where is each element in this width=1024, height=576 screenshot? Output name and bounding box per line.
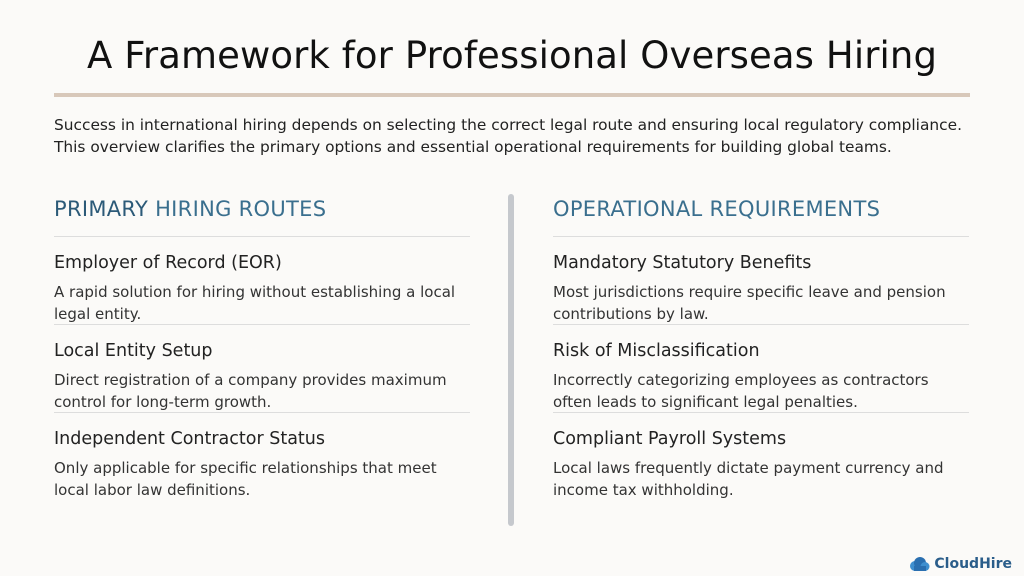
requirement-item-benefits bbox=[553, 237, 969, 325]
column-divider bbox=[508, 194, 514, 526]
cloudhire-logo bbox=[908, 556, 1012, 572]
item-description: Only applicable for specific relationships that meet local labor law definitions. bbox=[54, 459, 437, 499]
item-title: Employer of Record (EOR) bbox=[54, 253, 282, 273]
heading-primary-word: PRIMARY bbox=[54, 197, 149, 221]
hiring-routes-column bbox=[54, 194, 470, 501]
item-title: Independent Contractor Status bbox=[54, 429, 325, 449]
item-title: Local Entity Setup bbox=[54, 341, 213, 361]
route-item-eor bbox=[54, 237, 470, 325]
page-title: A Framework for Professional Overseas Hiring bbox=[86, 34, 938, 77]
intro-line-1: Success in international hiring depends on selecting the correct legal route and ensuring local regulatory compliance. bbox=[54, 116, 962, 134]
logo-text: CloudHire bbox=[934, 556, 1012, 572]
route-item-contractor bbox=[54, 413, 470, 501]
item-title: Risk of Misclassification bbox=[553, 341, 760, 361]
requirement-item-payroll bbox=[553, 413, 969, 501]
operational-requirements-heading: OPERATIONAL REQUIREMENTS bbox=[553, 194, 969, 237]
item-description: Most jurisdictions require specific leave and pension contributions by law. bbox=[553, 283, 946, 323]
item-description: Incorrectly categorizing employees as contractors often leads to significant legal penalties. bbox=[553, 371, 929, 411]
title-underline bbox=[54, 93, 970, 97]
item-description: A rapid solution for hiring without establishing a local legal entity. bbox=[54, 283, 456, 323]
operational-requirements-column bbox=[553, 194, 969, 501]
item-description: Local laws frequently dictate payment currency and income tax withholding. bbox=[553, 459, 944, 499]
intro-text bbox=[54, 114, 984, 158]
cloud-icon bbox=[908, 556, 930, 572]
intro-line-2: This overview clarifies the primary options and essential operational requirements for building global teams. bbox=[54, 138, 892, 156]
route-item-local-entity bbox=[54, 325, 470, 413]
hiring-routes-heading bbox=[54, 194, 470, 237]
heading-hiring-routes-words: HIRING ROUTES bbox=[155, 197, 327, 221]
item-title: Mandatory Statutory Benefits bbox=[553, 253, 812, 273]
item-description: Direct registration of a company provides maximum control for long-term growth. bbox=[54, 371, 447, 411]
requirement-item-misclassification bbox=[553, 325, 969, 413]
item-title: Compliant Payroll Systems bbox=[553, 429, 787, 449]
